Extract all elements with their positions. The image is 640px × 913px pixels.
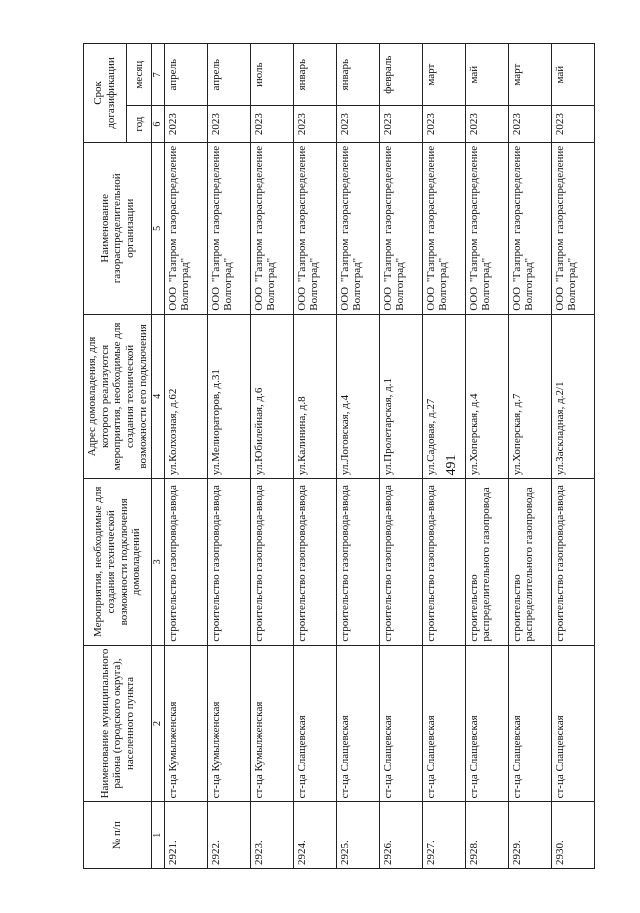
table-row	[293, 44, 336, 869]
table-row	[336, 44, 379, 869]
row-org: ООО "Газпром газораспределение Волгоград"	[336, 142, 379, 314]
row-year: 2023	[250, 106, 293, 143]
col-number: 7	[152, 44, 165, 106]
table-row	[508, 44, 551, 869]
row-num: 2921.	[164, 802, 207, 869]
header-year: год	[127, 106, 152, 143]
row-num: 2924.	[293, 802, 336, 869]
row-year: 2023	[422, 106, 465, 143]
table-row	[422, 44, 465, 869]
row-org: ООО "Газпром газораспределение Волгоград"	[293, 142, 336, 314]
row-num: 2930.	[551, 802, 594, 869]
row-num: 2923.	[250, 802, 293, 869]
row-org: ООО "Газпром газораспределение Волгоград"	[164, 142, 207, 314]
row-month: январь	[336, 44, 379, 106]
row-location: ст-ца Слащевская	[379, 645, 422, 802]
row-works: строительство газопровода-ввода	[551, 479, 594, 646]
row-works: строительство распределительного газопровода	[508, 479, 551, 646]
header-deadline: Срок догазификации	[84, 44, 127, 143]
row-location: ст-ца Кумылженская	[250, 645, 293, 802]
row-year: 2023	[508, 106, 551, 143]
row-year: 2023	[164, 106, 207, 143]
row-address: ул.Садовая, д.27	[422, 314, 465, 478]
row-location: ст-ца Кумылженская	[207, 645, 250, 802]
table-row	[164, 44, 207, 869]
row-address: ул.Логовская, д.4	[336, 314, 379, 478]
rotated-table-wrapper	[83, 43, 579, 869]
row-location: ст-ца Слащевская	[508, 645, 551, 802]
row-org: ООО "Газпром газораспределение Волгоград"	[465, 142, 508, 314]
row-address: ул.Хоперская, д.4	[465, 314, 508, 478]
row-location: ст-ца Слащевская	[336, 645, 379, 802]
row-num: 2929.	[508, 802, 551, 869]
col-number: 6	[152, 106, 165, 143]
row-org: ООО "Газпром газораспределение Волгоград"	[551, 142, 594, 314]
row-works: строительство распределительного газопровода	[465, 479, 508, 646]
row-year: 2023	[465, 106, 508, 143]
row-location: ст-ца Слащевская	[422, 645, 465, 802]
row-org: ООО "Газпром газораспределение Волгоград"	[508, 142, 551, 314]
gasification-table	[83, 43, 595, 869]
table-row	[379, 44, 422, 869]
col-number: 1	[152, 802, 165, 869]
row-location: ст-ца Слащевская	[293, 645, 336, 802]
row-works: строительство газопровода-ввода	[336, 479, 379, 646]
row-works: строительство газопровода-ввода	[164, 479, 207, 646]
row-year: 2023	[293, 106, 336, 143]
header-month: месяц	[127, 44, 152, 106]
row-month: май	[551, 44, 594, 106]
col-number: 2	[152, 645, 165, 802]
table-row	[465, 44, 508, 869]
header-address: Адрес домовладения, для которого реализуются мероприятия, необходимые для создания технической возможности его подключения	[84, 314, 152, 478]
row-year: 2023	[336, 106, 379, 143]
table-row	[250, 44, 293, 869]
row-address: ул.Хоперская, д.7	[508, 314, 551, 478]
col-number: 3	[152, 479, 165, 646]
col-number: 5	[152, 142, 165, 314]
row-works: строительство газопровода-ввода	[207, 479, 250, 646]
row-address: ул.Мелиораторов, д.31	[207, 314, 250, 478]
row-num: 2925.	[336, 802, 379, 869]
row-month: апрель	[207, 44, 250, 106]
header-org: Наименование газораспределительной организации	[84, 142, 152, 314]
header-works: Мероприятия, необходимые для создания технической возможности подключения домовладений	[84, 479, 152, 646]
row-address: ул.Пролетарская, д.1	[379, 314, 422, 478]
row-org: ООО "Газпром газораспределение Волгоград"	[379, 142, 422, 314]
row-org: ООО "Газпром газораспределение Волгоград"	[250, 142, 293, 314]
row-works: строительство газопровода-ввода	[293, 479, 336, 646]
row-year: 2023	[551, 106, 594, 143]
row-month: январь	[293, 44, 336, 106]
header-num: № п/п	[84, 802, 152, 869]
row-location: ст-ца Слащевская	[465, 645, 508, 802]
header-location: Наименование муниципального района (городского округа), населенного пункта	[84, 645, 152, 802]
row-month: май	[465, 44, 508, 106]
header-row	[84, 44, 127, 869]
col-number: 4	[152, 314, 165, 478]
row-num: 2922.	[207, 802, 250, 869]
row-month: июль	[250, 44, 293, 106]
row-num: 2926.	[379, 802, 422, 869]
table-row	[551, 44, 594, 869]
row-month: апрель	[164, 44, 207, 106]
row-address: ул.Калинина, д.8	[293, 314, 336, 478]
row-address: ул.Заскладная, д.2/1	[551, 314, 594, 478]
row-org: ООО "Газпром газораспределение Волгоград"	[207, 142, 250, 314]
row-works: строительство газопровода-ввода	[250, 479, 293, 646]
row-org: ООО "Газпром газораспределение Волгоград"	[422, 142, 465, 314]
table-row	[207, 44, 250, 869]
row-location: ст-ца Кумылженская	[164, 645, 207, 802]
row-month: март	[422, 44, 465, 106]
row-location: ст-ца Слащевская	[551, 645, 594, 802]
page-number: 491	[444, 454, 459, 476]
row-month: март	[508, 44, 551, 106]
row-address: ул.Колхозная, д.62	[164, 314, 207, 478]
column-number-row	[152, 44, 165, 869]
row-works: строительство газопровода-ввода	[422, 479, 465, 646]
row-month: февраль	[379, 44, 422, 106]
row-address: ул.Юбилейная, д.6	[250, 314, 293, 478]
row-works: строительство газопровода-ввода	[379, 479, 422, 646]
row-year: 2023	[207, 106, 250, 143]
row-num: 2927.	[422, 802, 465, 869]
row-num: 2928.	[465, 802, 508, 869]
row-year: 2023	[379, 106, 422, 143]
